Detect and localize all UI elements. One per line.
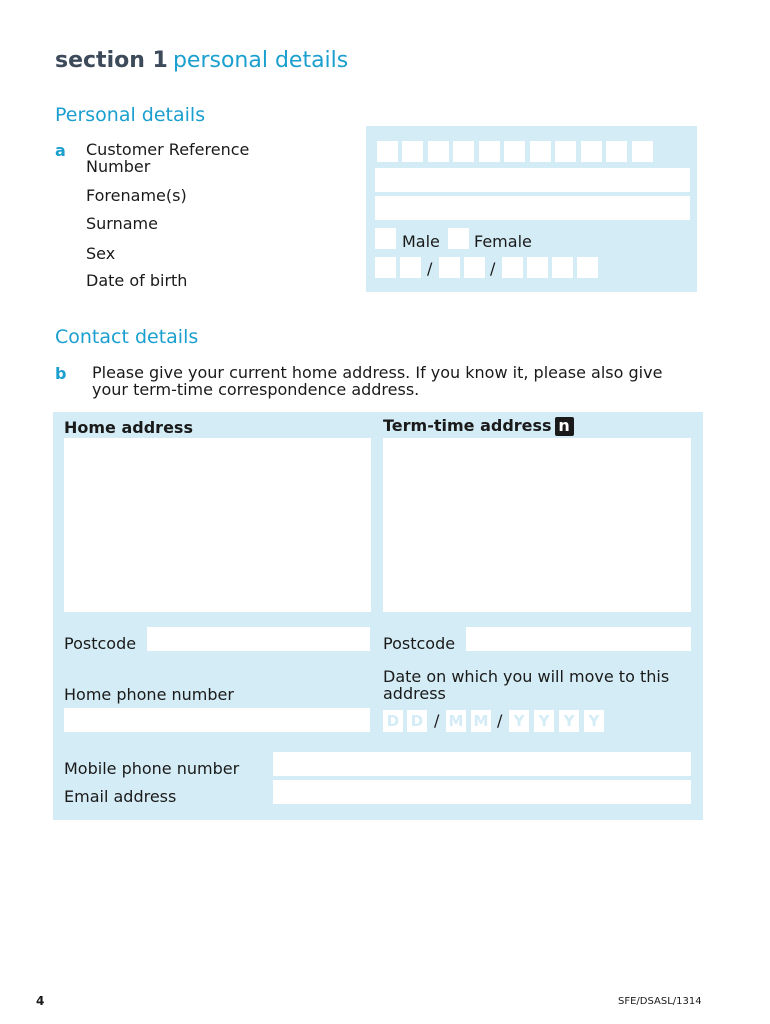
contact-details-panel <box>53 412 703 820</box>
crn-box[interactable] <box>504 141 525 162</box>
section-number: section 1 <box>55 48 168 73</box>
dob-year-box[interactable] <box>502 257 523 278</box>
move-date-month-box[interactable]: M <box>471 710 491 732</box>
date-separator: / <box>427 259 433 278</box>
female-label: Female <box>474 232 532 251</box>
dob-month-box[interactable] <box>439 257 460 278</box>
mobile-field[interactable] <box>273 752 691 776</box>
date-separator: / <box>434 711 440 730</box>
term-address-heading <box>383 417 574 436</box>
female-checkbox[interactable] <box>448 228 469 249</box>
mobile-label: Mobile phone number <box>64 759 240 778</box>
email-label: Email address <box>64 787 177 806</box>
term-address-label: Term-time address <box>383 416 552 435</box>
crn-box[interactable] <box>428 141 449 162</box>
home-address-field[interactable] <box>64 438 371 612</box>
sex-label: Sex <box>86 244 116 263</box>
personal-details-panel <box>366 126 697 292</box>
home-address-label: Home address <box>64 418 193 437</box>
contact-details-heading: Contact details <box>55 326 199 348</box>
personal-details-heading: Personal details <box>55 104 206 126</box>
move-date-day-box[interactable]: D <box>407 710 427 732</box>
move-date-label: Date on which you will move to this address <box>383 667 670 703</box>
term-postcode-label: Postcode <box>383 634 456 653</box>
dob-year-box[interactable] <box>552 257 573 278</box>
dob-year-box[interactable] <box>527 257 548 278</box>
date-separator: / <box>490 259 496 278</box>
move-date-year-box[interactable]: Y <box>534 710 554 732</box>
move-date-day-box[interactable]: D <box>383 710 403 732</box>
crn-box[interactable] <box>402 141 423 162</box>
dob-month-box[interactable] <box>464 257 485 278</box>
dob-day-box[interactable] <box>400 257 421 278</box>
home-phone-label: Home phone number <box>64 685 234 704</box>
home-phone-field[interactable] <box>64 708 370 732</box>
move-date-year-box[interactable]: Y <box>559 710 579 732</box>
forename-label: Forename(s) <box>86 186 187 205</box>
notes-n-icon: n <box>555 417 574 436</box>
surname-label: Surname <box>86 214 158 233</box>
crn-box[interactable] <box>530 141 551 162</box>
email-field[interactable] <box>273 780 691 804</box>
forename-field[interactable] <box>375 168 690 192</box>
question-letter-a: a <box>55 141 66 160</box>
dob-label: Date of birth <box>86 271 188 290</box>
crn-box[interactable] <box>555 141 576 162</box>
move-date-year-box[interactable]: Y <box>509 710 529 732</box>
move-date-year-box[interactable]: Y <box>584 710 604 732</box>
male-label: Male <box>402 232 440 251</box>
question-letter-b: b <box>55 364 67 383</box>
date-separator: / <box>497 711 503 730</box>
crn-label: Customer Reference Number <box>86 140 250 176</box>
term-address-field[interactable] <box>383 438 691 612</box>
page-number: 4 <box>36 994 45 1008</box>
crn-box[interactable] <box>479 141 500 162</box>
dob-day-box[interactable] <box>375 257 396 278</box>
home-postcode-label: Postcode <box>64 634 137 653</box>
address-instruction: Please give your current home address. If you know it, please also give your term-time correspondence address. <box>92 363 663 399</box>
dob-year-box[interactable] <box>577 257 598 278</box>
crn-box[interactable] <box>377 141 398 162</box>
male-checkbox[interactable] <box>375 228 396 249</box>
crn-box[interactable] <box>581 141 602 162</box>
form-code: SFE/DSASL/1314 <box>618 996 702 1007</box>
term-postcode-field[interactable] <box>466 627 691 651</box>
crn-box[interactable] <box>606 141 627 162</box>
page-title <box>55 48 348 73</box>
section-title: personal details <box>172 48 349 73</box>
home-postcode-field[interactable] <box>147 627 370 651</box>
crn-box[interactable] <box>453 141 474 162</box>
crn-box[interactable] <box>632 141 653 162</box>
surname-field[interactable] <box>375 196 690 220</box>
move-date-month-box[interactable]: M <box>446 710 466 732</box>
